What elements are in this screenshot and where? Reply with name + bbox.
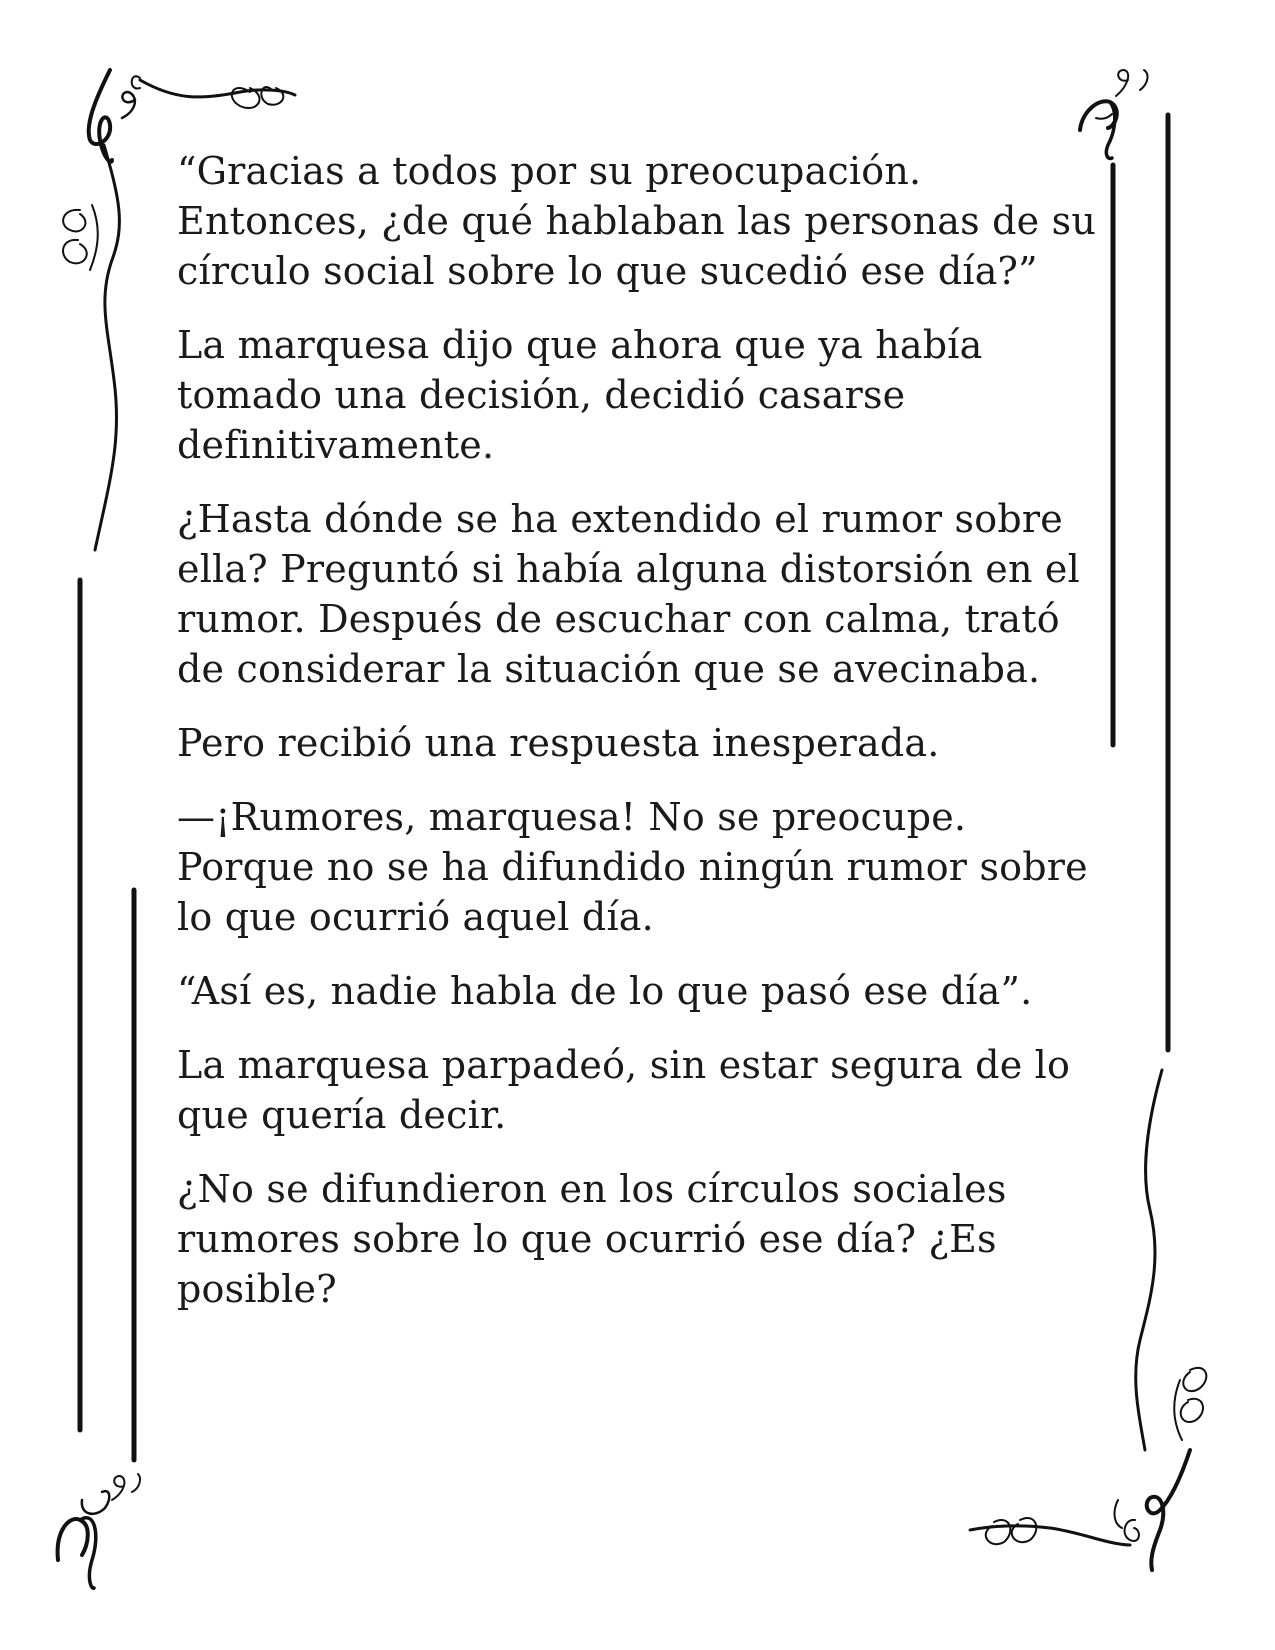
paragraph: ¿Hasta dónde se ha extendido el rumor sobre ella? Preguntó si había alguna distorsión en el rumor. Después de escuchar con calma, trató de considerar la situación que se avecinaba. xyxy=(177,497,1080,691)
text-body xyxy=(177,146,1112,1338)
paragraph: La marquesa dijo que ahora que ya había tomado una decisión, decidió casarse definitivamente. xyxy=(177,323,983,467)
paragraph: “Así es, nadie habla de lo que pasó ese día”. xyxy=(177,969,1033,1013)
bottom-left-flourish-icon xyxy=(58,1474,140,1588)
paragraph: —¡Rumores, marquesa! No se preocupe. Porque no se ha difundido ningún rumor sobre lo que ocurrió aquel día. xyxy=(177,795,1088,939)
paragraph: Pero recibió una respuesta inesperada. xyxy=(177,721,940,765)
paragraph: ¿No se difundieron en los círculos sociales rumores sobre lo que ocurrió ese día? ¿Es posible? xyxy=(177,1167,1007,1311)
paragraph: “Gracias a todos por su preocupación. Entonces, ¿de qué hablaban las personas de su círculo social sobre lo que sucedió ese día?” xyxy=(177,149,1097,293)
paragraph: La marquesa parpadeó, sin estar segura de lo que quería decir. xyxy=(177,1043,1071,1137)
